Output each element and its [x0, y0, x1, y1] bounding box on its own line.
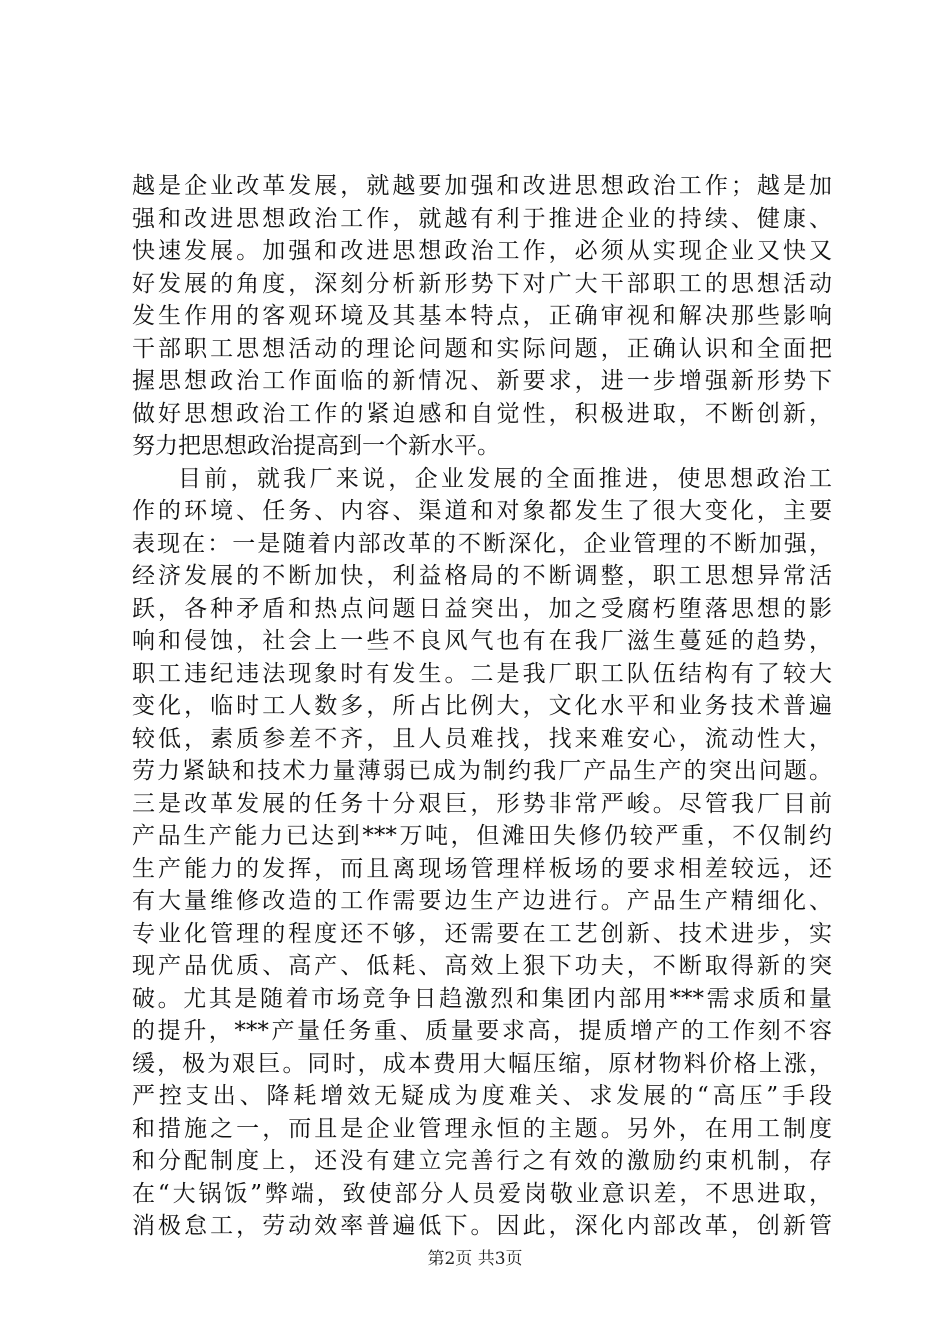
text-line: 专业化管理的程度还不够，还需要在工艺创新、技术进步，实 [132, 920, 832, 947]
text-line: 消极怠工，劳动效率普遍低下。因此，深化内部改革，创新管 [132, 1213, 832, 1239]
text-line: 响和侵蚀，社会上一些不良风气也有在我厂滋生蔓延的趋势， [132, 628, 832, 654]
text-line: 较低，素质参差不齐，且人员难找，找来难安心，流动性大， [132, 725, 832, 752]
text-line: 缓，极为艰巨。同时，成本费用大幅压缩，原材物料价格上涨， [132, 1050, 832, 1077]
text-line: 三是改革发展的任务十分艰巨，形势非常严峻。尽管我厂目前 [132, 790, 832, 817]
text-line: 变化，临时工人数多，所占比例大，文化水平和业务技术普遍 [132, 693, 832, 719]
text-line: 做好思想政治工作的紧迫感和自觉性，积极进取，不断创新， [132, 400, 832, 427]
page-footer: 第2页 共3页 [427, 1249, 523, 1269]
text-line: 现产品优质、高产、低耗、高效上狠下功夫，不断取得新的突 [132, 953, 832, 979]
text-line: 强和改进思想政治工作，就越有利于推进企业的持续、健康、 [132, 205, 832, 232]
text-line: 表现在：一是随着内部改革的不断深化，企业管理的不断加强， [132, 530, 832, 557]
text-line: 和分配制度上，还没有建立完善行之有效的激励约束机制，存 [132, 1148, 832, 1174]
text-line: 跃，各种矛盾和热点问题日益突出，加之受腐朽堕落思想的影 [132, 595, 832, 622]
text-line: 握思想政治工作面临的新情况、新要求，进一步增强新形势下 [132, 368, 832, 394]
paragraph [132, 463, 832, 1243]
text-line: 产品生产能力已达到***万吨，但滩田失修仍较严重，不仅制约 [132, 823, 832, 849]
text-line: 干部职工思想活动的理论问题和实际问题，正确认识和全面把 [132, 335, 832, 362]
text-line: 好发展的角度，深刻分析新形势下对广大干部职工的思想活动 [132, 270, 832, 297]
text-line: 的提升，***产量任务重、质量要求高，提质增产的工作刻不容 [132, 1018, 832, 1044]
text-line: 劳力紧缺和技术力量薄弱已成为制约我厂产品生产的突出问题。 [132, 758, 832, 784]
text-line: 发生作用的客观环境及其基本特点，正确审视和解决那些影响 [132, 303, 832, 329]
document-body [132, 170, 832, 1243]
text-line: 和措施之一，而且是企业管理永恒的主题。另外，在用工制度 [132, 1115, 832, 1142]
text-line: 目前，就我厂来说，企业发展的全面推进，使思想政治工 [178, 465, 832, 492]
text-line: 职工违纪违法现象时有发生。二是我厂职工队伍结构有了较大 [132, 660, 832, 687]
text-line: 越是企业改革发展，就越要加强和改进思想政治工作；越是加 [132, 173, 832, 199]
text-line: 生产能力的发挥，而且离现场管理样板场的要求相差较远，还 [132, 855, 832, 882]
text-line: 快速发展。加强和改进思想政治工作，必须从实现企业又快又 [132, 238, 832, 264]
paragraph [132, 170, 832, 463]
text-line: 努力把思想政治提高到一个新水平。 [132, 433, 500, 459]
text-line: 在“大锅饭”弊端，致使部分人员爱岗敬业意识差，不思进取， [132, 1180, 832, 1207]
text-line: 经济发展的不断加快，利益格局的不断调整，职工思想异常活 [132, 563, 832, 589]
text-line: 作的环境、任务、内容、渠道和对象都发生了很大变化，主要 [132, 498, 832, 524]
text-line: 破。尤其是随着市场竞争日趋激烈和集团内部用***需求质和量 [132, 985, 832, 1012]
text-line: 有大量维修改造的工作需要边生产边进行。产品生产精细化、 [132, 888, 832, 914]
text-line: 严控支出、降耗增效无疑成为度难关、求发展的“高压”手段 [132, 1083, 832, 1109]
